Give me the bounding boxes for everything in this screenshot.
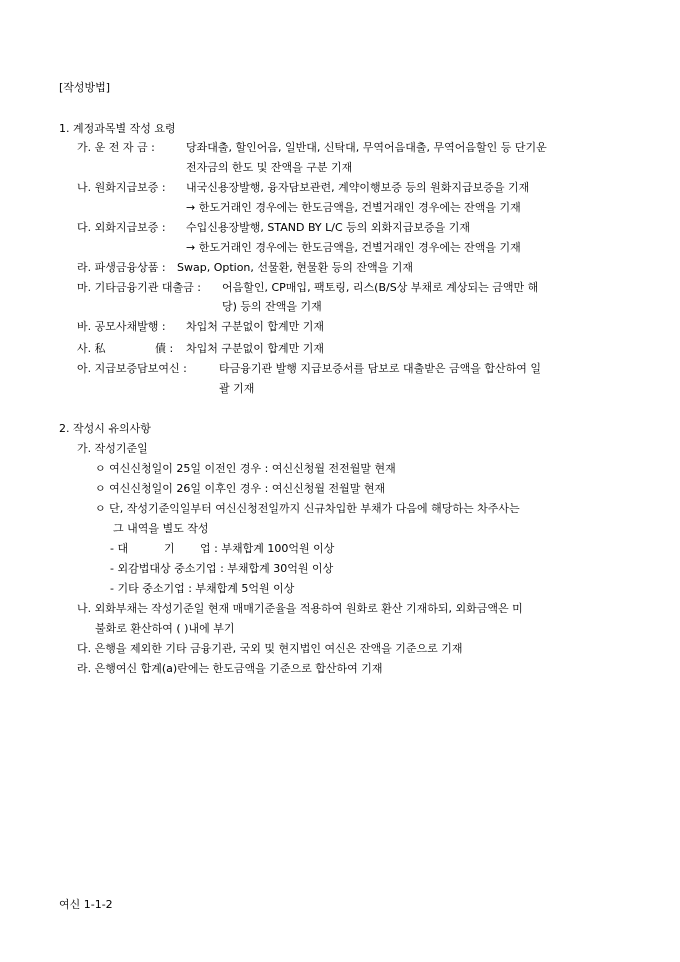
item-ma-text: 어음할인, CP매입, 팩토링, 리스(B/S상 부채로 계상되는 금액만 해 [222,281,539,294]
s2-ga-bullet-3-cont: 그 내역을 별도 작성 [113,522,209,535]
item-a-label: 아. 지급보증담보여신 : [77,362,187,375]
s2-ga-label: 가. 작성기준일 [77,442,148,455]
item-sa-label-a: 사. 私 [77,342,106,355]
item-da-label: 다. 외화지급보증 : [77,221,166,234]
s2-na-text: 나. 외화부채는 작성기준일 현재 매매기준율을 적용하여 원화로 환산 기재하되, 외화금액은 미 [77,602,523,615]
item-a-cont: 괄 기재 [219,382,255,395]
s2-da-text: 다. 은행을 제외한 기타 금융기관, 국외 및 현지법인 여신은 잔액을 기준으로 기재 [77,642,463,655]
s2-sub-large-a: - 대 [110,542,129,555]
item-na-label: 나. 원화지급보증 : [77,181,166,194]
s2-ra-text: 라. 은행여신 합계(a)란에는 한도금액을 기준으로 합산하여 기재 [77,662,383,675]
item-ga-text: 당좌대출, 할인어음, 일반대, 신탁대, 무역어음대출, 무역어음할인 등 단기운 [186,141,547,154]
item-da-cont: → 한도거래인 경우에는 한도금액을, 건별거래인 경우에는 잔액을 기재 [186,241,521,254]
section2-title: 2. 작성시 유의사항 [59,422,151,435]
item-a-text: 타금융기관 발행 지급보증서를 담보로 대출받은 금액을 합산하여 일 [219,362,542,375]
item-ra-label: 라. 파생금융상품 : [77,261,166,274]
section1-title: 1. 계정과목별 작성 요령 [59,122,176,135]
s2-na-cont: 불화로 환산하여 ( )내에 부기 [95,622,235,635]
s2-sub-large-b: 기 [164,542,175,555]
item-ma-cont: 당) 등의 잔액을 기재 [222,300,322,313]
s2-sub-audited: - 외감법대상 중소기업 : 부채합계 30억원 이상 [110,562,334,575]
item-na-cont: → 한도거래인 경우에는 한도금액을, 건별거래인 경우에는 잔액을 기재 [186,201,521,214]
s2-ga-bullet-2: ㅇ 여신신청일이 26일 이후인 경우 : 여신신청월 전월말 현재 [95,482,386,495]
s2-ga-bullet-3: ㅇ 단, 작성기준익일부터 여신신청전일까지 신규차입한 부채가 다음에 해당하는 차주사는 [95,502,520,515]
form-header: [작성방법] [59,81,111,94]
item-ga-cont: 전자금의 한도 및 잔액을 구분 기재 [186,161,353,174]
item-sa-label-b: 債 : [155,342,174,355]
s2-sub-other: - 기타 중소기업 : 부채합계 5억원 이상 [110,582,295,595]
item-ga-label: 가. 운 전 자 금 : [77,141,155,154]
item-da-text: 수입신용장발행, STAND BY L/C 등의 외화지급보증을 기재 [186,221,470,234]
item-na-text: 내국신용장발행, 융자담보관련, 계약이행보증 등의 원화지급보증을 기재 [186,181,530,194]
item-ra-text: Swap, Option, 선물환, 현물환 등의 잔액을 기재 [177,261,414,274]
form-footer-code: 여신 1-1-2 [59,898,113,911]
item-ma-label: 마. 기타금융기관 대출금 : [77,281,201,294]
item-sa-text: 차입처 구분없이 합계만 기재 [186,342,325,355]
s2-ga-bullet-1: ㅇ 여신신청일이 25일 이전인 경우 : 여신신청월 전전월말 현재 [95,462,396,475]
item-ba-text: 차입처 구분없이 합계만 기재 [186,320,325,333]
s2-sub-large-c: 업 : 부채합계 100억원 이상 [200,542,335,555]
item-ba-label: 바. 공모사채발행 : [77,320,166,333]
